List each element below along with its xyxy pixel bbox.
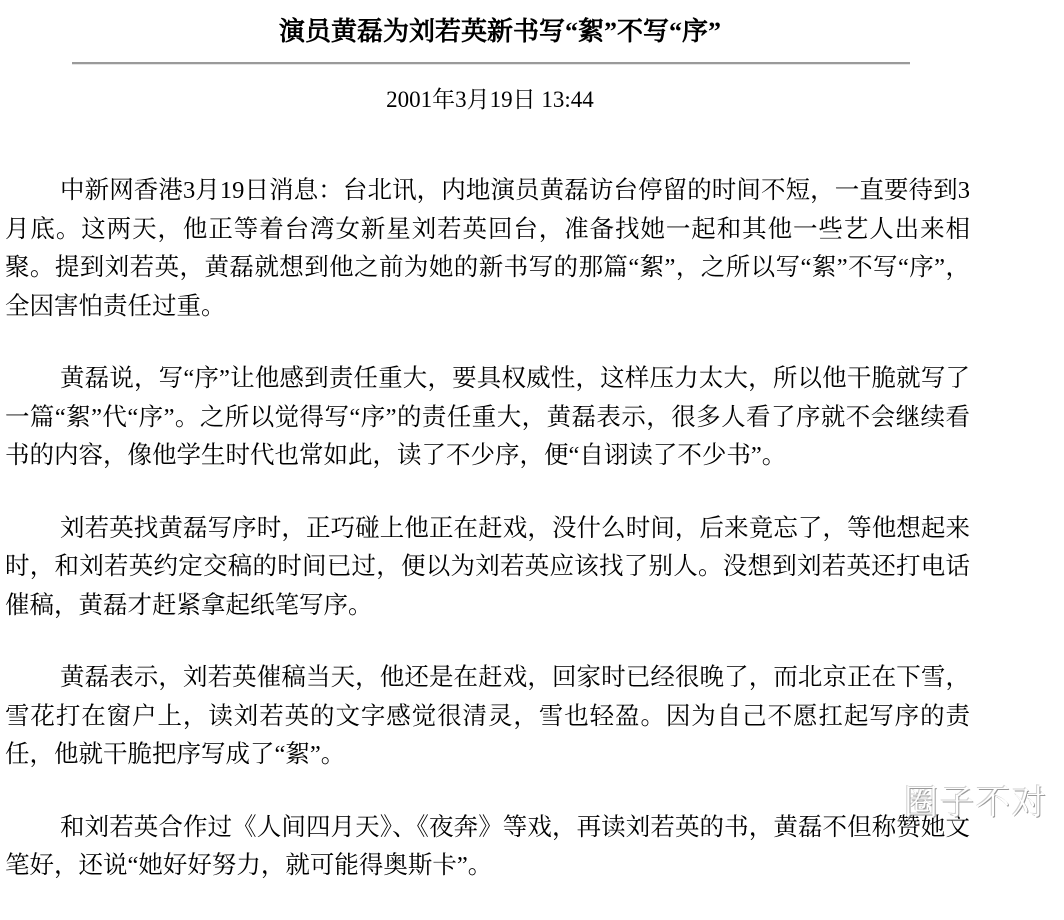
article-paragraph: 中新网香港3月19日消息：台北讯，内地演员黄磊访台停留的时间不短，一直要待到3月底。这两天，他正等着台湾女新星刘若英回台，准备找她一起和其他一些艺人出来相聚。提到刘若英，黄磊就想到他之前为她的新书写的那篇“絮”，之所以写“絮”不写“序”，全因害怕责任过重。 <box>5 177 970 320</box>
article-paragraph: 黄磊说，写“序”让他感到责任重大，要具权威性，这样压力太大，所以他干脆就写了一篇“絮”代“序”。之所以觉得写“序”的责任重大，黄磊表示，很多人看了序就不会继续看书的内容，像他学生时代也常如此，读了不少序，便“自诩读了不少书”。 <box>5 365 970 469</box>
article-paragraph: 黄磊表示，刘若英催稿当天，他还是在赶戏，回家时已经很晚了，而北京正在下雪，雪花打在窗户上，读刘若英的文字感觉很清灵，雪也轻盈。因为自己不愿扛起写序的责任，他就干脆把序写成了“絮”。 <box>5 664 970 768</box>
title-divider <box>72 62 910 65</box>
article-paragraph: 刘若英找黄磊写序时，正巧碰上他正在赶戏，没什么时间，后来竟忘了，等他想起来时，和刘若英约定交稿的时间已过，便以为刘若英应该找了别人。没想到刘若英还打电话催稿，黄磊才赶紧拿起纸笔写序。 <box>5 514 970 619</box>
watermark: 圈子不对 <box>904 783 1048 823</box>
article-paragraph: 和刘若英合作过《人间四月天》、《夜奔》等戏，再读刘若英的书，黄磊不但称赞她文笔好，还说“她好好努力，就可能得奥斯卡”。 <box>5 813 970 879</box>
article-body <box>5 172 970 920</box>
article-title: 演员黄磊为刘若英新书写“絮”不写“序” <box>278 17 721 46</box>
article-dateline: 2001年3月19日 13:44 <box>386 87 594 112</box>
